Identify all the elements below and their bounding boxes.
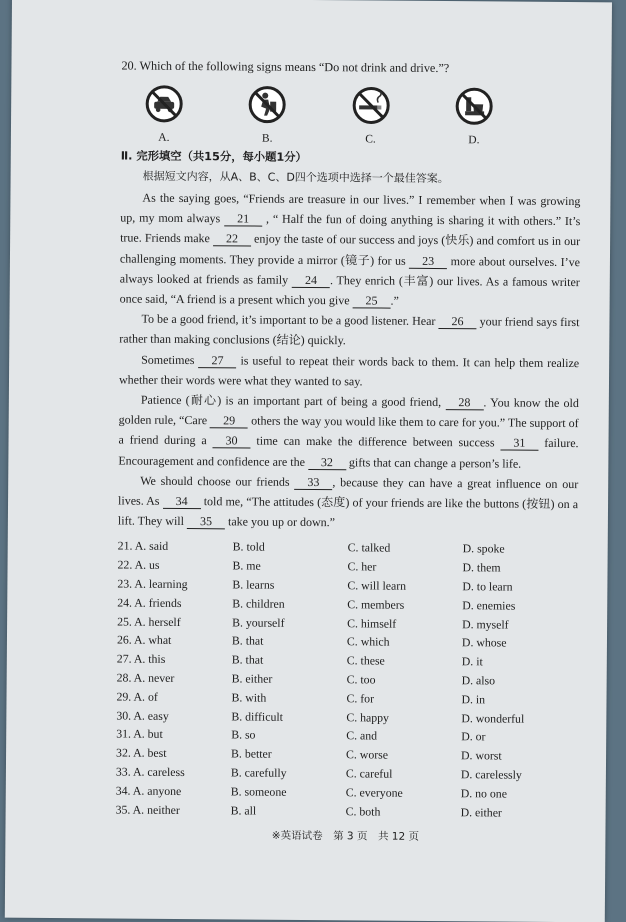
option-choice[interactable]: D. worst bbox=[461, 748, 502, 763]
option-choice[interactable]: C. himself bbox=[347, 615, 397, 631]
option-choice[interactable]: 30. A. easy bbox=[116, 708, 169, 723]
exam-paper bbox=[5, 0, 612, 922]
passage-text: To be a good friend, it’s important to be a good listener. Hear bbox=[141, 311, 436, 329]
option-row bbox=[116, 802, 576, 824]
blank-21[interactable]: 21 bbox=[224, 213, 262, 227]
option-choice[interactable]: C. everyone bbox=[345, 785, 403, 800]
section-instruction: 根据短文内容，从A、B、C、D四个选项中选择一个最佳答案。 bbox=[142, 169, 449, 186]
passage-text: time can make the difference between success bbox=[256, 434, 495, 450]
blank-32[interactable]: 32 bbox=[308, 456, 346, 470]
option-choice[interactable]: 25. A. herself bbox=[117, 614, 181, 629]
option-choice[interactable]: D. also bbox=[461, 673, 496, 688]
option-choice[interactable]: 27. A. this bbox=[116, 651, 166, 667]
answer-options bbox=[116, 539, 578, 825]
option-choice[interactable]: 28. A. never bbox=[116, 670, 175, 685]
option-choice[interactable]: 34. A. anyone bbox=[115, 783, 182, 798]
sign-option-d[interactable] bbox=[449, 86, 499, 146]
option-choice[interactable]: C. members bbox=[347, 597, 405, 612]
option-choice[interactable]: 35. A. neither bbox=[115, 802, 180, 817]
option-choice[interactable]: B. all bbox=[230, 802, 257, 818]
option-choice[interactable]: C. and bbox=[346, 728, 378, 743]
blank-22[interactable]: 22 bbox=[213, 233, 251, 247]
blank-34[interactable]: 34 bbox=[163, 495, 201, 509]
option-choice[interactable]: 29. A. of bbox=[116, 689, 158, 704]
passage-text: We should choose our friends bbox=[140, 473, 290, 489]
passage-text: . You know the old golden rule, “Care bbox=[118, 395, 579, 428]
blank-30[interactable]: 30 bbox=[213, 435, 251, 449]
no-smoking-icon bbox=[351, 85, 391, 125]
sign-option-a[interactable] bbox=[139, 84, 189, 144]
sign-options bbox=[139, 84, 499, 147]
passage-paragraph-1 bbox=[120, 188, 581, 313]
option-choice[interactable]: D. wonderful bbox=[461, 710, 525, 726]
page-content bbox=[115, 59, 581, 846]
option-choice[interactable]: 31. A. but bbox=[116, 726, 163, 742]
passage-text: , because they can have a great influence on our lives. As bbox=[118, 475, 579, 508]
passage-text: your friend says first rather than making conclusions (结论) quickly. bbox=[119, 314, 580, 348]
option-choice[interactable]: 22. A. us bbox=[117, 557, 160, 573]
blank-35[interactable]: 35 bbox=[187, 515, 225, 529]
no-drinking-icon bbox=[454, 86, 494, 126]
option-choice[interactable]: B. either bbox=[231, 671, 273, 686]
option-choice[interactable]: B. that bbox=[231, 633, 264, 649]
blank-29[interactable]: 29 bbox=[210, 414, 248, 428]
option-choice[interactable]: B. told bbox=[232, 539, 265, 555]
passage-text: Sometimes bbox=[141, 352, 195, 367]
option-choice[interactable]: D. myself bbox=[462, 616, 509, 632]
passage-text: . They enrich (丰富) our lives. As a famous writer once said, “A friend is a present which you give bbox=[119, 272, 580, 308]
option-choice[interactable]: 32. A. best bbox=[116, 745, 167, 761]
sign-label: A. bbox=[158, 131, 170, 144]
passage-paragraph-5 bbox=[118, 470, 578, 534]
question-20: 20. Which of the following signs means “Do not drink and drive.”? bbox=[121, 58, 450, 76]
option-choice[interactable]: C. these bbox=[346, 653, 385, 668]
sign-label: B. bbox=[261, 132, 273, 145]
blank-24[interactable]: 24 bbox=[292, 274, 330, 288]
blank-33[interactable]: 33 bbox=[294, 476, 332, 490]
blank-23[interactable]: 23 bbox=[409, 254, 447, 268]
option-choice[interactable]: D. or bbox=[461, 729, 486, 744]
sign-option-b[interactable] bbox=[242, 84, 292, 144]
option-choice[interactable]: C. too bbox=[346, 672, 376, 687]
blank-26[interactable]: 26 bbox=[438, 315, 476, 329]
option-choice[interactable]: B. someone bbox=[230, 784, 287, 799]
option-choice[interactable]: D. it bbox=[461, 654, 483, 669]
passage-paragraph-3 bbox=[119, 349, 579, 393]
option-choice[interactable]: 26. A. what bbox=[116, 632, 172, 648]
blank-25[interactable]: 25 bbox=[353, 294, 391, 308]
option-choice[interactable]: B. carefully bbox=[230, 765, 287, 780]
page-footer: ※英语试卷 第 3 页 共 12 页 bbox=[271, 830, 420, 844]
option-choice[interactable]: D. spoke bbox=[462, 541, 505, 556]
option-choice[interactable]: D. them bbox=[462, 560, 501, 575]
option-choice[interactable]: 33. A. careless bbox=[115, 764, 185, 780]
passage-text: is useful to repeat their words back to them. It can help them realize whether their words were what they wanted to say. bbox=[118, 353, 580, 389]
option-choice[interactable]: B. so bbox=[231, 727, 256, 743]
passage-text: As the saying goes, “Friends are treasure in our lives.” I remember when I was growing up, my mom always bbox=[120, 190, 581, 226]
option-choice[interactable]: C. will learn bbox=[347, 578, 407, 593]
passage-text: enjoy the taste of our success and joys (快乐) and comfort us in our challenging moments. They provide a mirror (镜子) for us bbox=[119, 231, 581, 268]
option-choice[interactable]: C. for bbox=[346, 691, 375, 706]
option-choice[interactable]: B. yourself bbox=[232, 615, 285, 630]
passage-text: Patience (耐心) is an important part of being a good friend, bbox=[140, 392, 442, 410]
passage-paragraph-2 bbox=[119, 309, 579, 353]
blank-27[interactable]: 27 bbox=[198, 354, 236, 368]
option-choice[interactable]: D. carelessly bbox=[460, 767, 522, 782]
passage-text: told me, “The attitudes (态度) of your friends are like the buttons (按钮) on a lift. They will bbox=[117, 494, 579, 529]
option-choice[interactable]: C. her bbox=[347, 559, 377, 574]
option-choice[interactable]: D. either bbox=[460, 804, 502, 820]
option-choice[interactable]: C. talked bbox=[347, 540, 391, 556]
option-choice[interactable]: C. both bbox=[345, 803, 381, 819]
option-choice[interactable]: C. careful bbox=[345, 766, 393, 781]
option-choice[interactable]: B. with bbox=[231, 690, 267, 705]
blank-28[interactable]: 28 bbox=[445, 396, 483, 410]
passage-text: others the way you would like them to care for you.” The support of a friend during a bbox=[118, 413, 579, 448]
option-choice[interactable]: C. happy bbox=[346, 709, 390, 725]
blank-31[interactable]: 31 bbox=[500, 437, 538, 451]
option-choice[interactable]: D. to learn bbox=[462, 579, 513, 594]
option-choice[interactable]: D. enemies bbox=[462, 598, 516, 613]
option-choice[interactable]: B. learns bbox=[232, 577, 275, 592]
option-choice[interactable]: D. no one bbox=[460, 786, 508, 801]
section-title: Ⅱ. 完形填空（共15分，每小题1分） bbox=[120, 149, 307, 164]
option-choice[interactable]: 23. A. learning bbox=[117, 576, 188, 592]
option-choice[interactable]: B. better bbox=[231, 746, 272, 761]
no-car-icon bbox=[144, 84, 184, 124]
passage-text: .” bbox=[390, 293, 399, 308]
sign-label: C. bbox=[365, 133, 376, 146]
option-choice[interactable]: C. which bbox=[346, 634, 390, 650]
option-choice[interactable]: B. that bbox=[231, 652, 264, 667]
option-choice[interactable]: B. children bbox=[232, 596, 285, 611]
passage-text: take you up or down.” bbox=[227, 514, 336, 530]
passage-text: more about ourselves. I’ve always looked at friends as family bbox=[119, 253, 581, 287]
option-choice[interactable]: D. in bbox=[461, 692, 486, 707]
passage-paragraph-4 bbox=[118, 390, 579, 474]
sign-option-c[interactable] bbox=[346, 85, 396, 145]
option-choice[interactable]: C. worse bbox=[346, 747, 389, 762]
option-choice[interactable]: 21. A. said bbox=[117, 538, 169, 554]
passage-text: gifts that can change a person’s life. bbox=[348, 454, 522, 471]
passage-text: , “ Half the fun of doing anything is sharing it with others.” It’s true. Friends make bbox=[120, 211, 581, 246]
option-choice[interactable]: B. me bbox=[232, 558, 261, 573]
passage-text: failure. Encouragement and confidence are the bbox=[118, 436, 579, 469]
option-choice[interactable]: B. difficult bbox=[231, 709, 283, 724]
option-choice[interactable]: D. whose bbox=[461, 635, 507, 650]
sign-label: D. bbox=[468, 134, 480, 147]
option-choice[interactable]: 24. A. friends bbox=[117, 595, 182, 610]
no-pushing-icon bbox=[247, 84, 287, 124]
